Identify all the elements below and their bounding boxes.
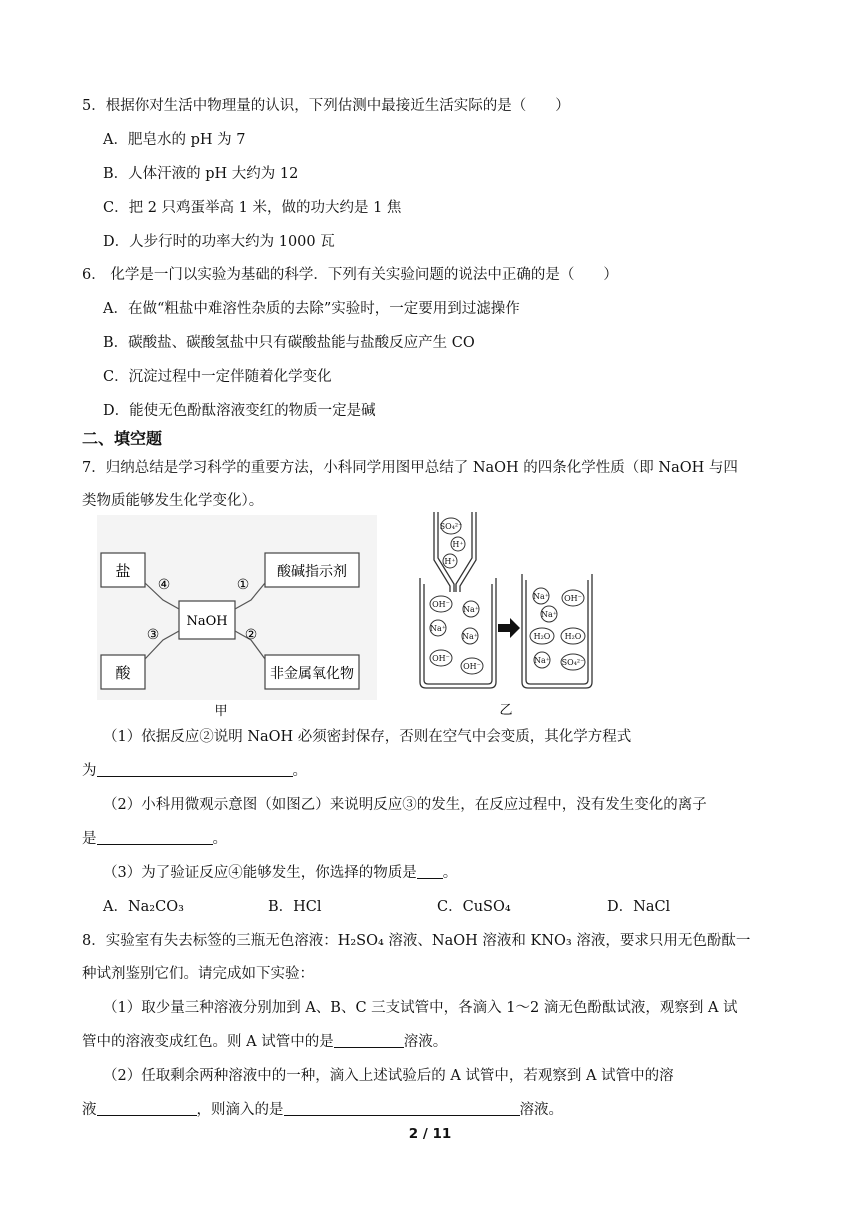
q7-part1-prefix: 为 [82,763,97,779]
q7-part1-end: 。 [292,763,307,779]
q6-option-a: A．在做“粗盐中难溶性杂质的去除”实验时，一定要用到过滤操作 [103,301,520,317]
q7-stem-line1: 7．归纳总结是学习科学的重要方法，小科同学用图甲总结了 NaOH 的四条化学性质（即 NaOH 与四 [82,460,738,476]
q7-part2-line1: （2）小科用微观示意图（如图乙）来说明反应③的发生，在反应过程中，没有发生变化的离子 [103,797,707,813]
q7-part2-line2 [82,827,227,848]
ion-na-right-1: Na⁺ [533,592,549,601]
q7-stem-line2: 类物质能够发生化学变化）。 [82,493,264,509]
num-3: ③ [146,627,160,643]
molecule-h2o-2: H₂O [564,632,582,641]
ion-na-right-2: Na⁺ [541,610,557,619]
ion-na-right-3: Na⁺ [534,656,550,665]
caption-jia: 甲 [214,704,228,719]
molecule-h2o-1: H₂O [533,632,551,641]
q5-option-c: C．把 2 只鸡蛋举高 1 米，做的功大约是 1 焦 [103,200,402,216]
section-title: 二、填空题 [82,429,163,448]
q8-part2-end: 溶液。 [519,1102,563,1118]
ion-oh-left-1: OH⁻ [432,600,450,609]
q7-part1-line2 [82,759,307,780]
ion-so4-right: SO₄²⁻ [561,658,585,667]
q7-choice-b: B．HCl [268,899,322,915]
q7-part3 [103,861,457,882]
q6-stem: 6． 化学是一门以实验为基础的科学．下列有关实验问题的说法中正确的是（ ） [82,267,618,283]
q6-option-c: C．沉淀过程中一定伴随着化学变化 [103,369,332,385]
naoh-label: NaOH [186,614,228,629]
q7-part1-answer-blank[interactable] [97,762,293,777]
ion-oh-right: OH⁻ [564,594,582,603]
q7-part2-prefix: 是 [82,831,97,847]
q8-part2-blank-solution[interactable] [284,1101,520,1116]
q8-part2-mid: ，则滴入的是 [196,1102,284,1118]
oxide-label: 非金属氧化物 [270,666,354,682]
caption-yi: 乙 [499,703,513,718]
num-1: ① [236,577,250,593]
ion-oh-left-2: OH⁻ [432,654,450,663]
q7-choice-a: A．Na₂CO₃ [103,899,184,915]
q5-option-d: D．人步行时的功率大约为 1000 瓦 [103,234,335,250]
num-2: ② [244,627,258,643]
indicator-label: 酸碱指示剂 [277,564,347,580]
q5-option-b: B．人体汗液的 pH 大约为 12 [103,166,299,182]
q8-part2-line1: （2）任取剩余两种溶液中的一种，滴入上述试验后的 A 试管中，若观察到 A 试管中的溶 [103,1068,674,1084]
q8-stem-line2: 种试剂鉴别它们。请完成如下实验： [82,966,314,982]
ion-na-left-3: Na⁺ [462,632,478,641]
salt-label: 盐 [115,562,131,580]
q8-part2-line2 [82,1098,563,1119]
q8-part1-line2 [82,1030,447,1051]
figure-jia [97,515,377,720]
page-number: 2 / 11 [408,1126,452,1142]
q8-part1-prefix: 管中的溶液变成红色。则 A 试管中的是 [82,1034,334,1050]
q7-part1-line1: （1）依据反应②说明 NaOH 必须密封保存，否则在空气中会变质，其化学方程式 [103,729,632,745]
q8-part1-answer-blank[interactable] [334,1033,404,1048]
q7-choice-c: C．CuSO₄ [437,899,511,915]
ion-oh-left-3: OH⁻ [463,662,481,671]
ion-na-left-2: Na⁺ [430,624,446,633]
q6-option-b: B．碳酸盐、碳酸氢盐中只有碳酸盐能与盐酸反应产生 CO [103,335,475,351]
reaction-arrow [498,618,520,638]
q7-part2-answer-blank[interactable] [97,830,213,845]
q5-option-a: A．肥皂水的 pH 为 7 [103,132,246,148]
acid-label: 酸 [115,664,131,682]
num-4: ④ [157,577,171,593]
q7-part3-answer-blank[interactable] [417,864,443,879]
q8-part1-line1: （1）取少量三种溶液分别加到 A、B、C 三支试管中，各滴入 1～2 滴无色酚酞试液，观察到 A 试 [103,1000,738,1016]
ion-so4-drop: SO₄²⁻ [439,522,463,531]
q7-part3-text: （3）为了验证反应④能够发生，你选择的物质是 [103,865,417,881]
figure-yi [414,512,598,720]
ion-h-drop-2: H⁺ [444,557,456,566]
ion-na-left-1: Na⁺ [463,605,479,614]
q8-part1-end: 溶液。 [403,1034,448,1050]
q7-choice-d: D．NaCl [607,899,671,915]
ion-h-drop-1: H⁺ [452,540,464,549]
q8-part2-blank-observation[interactable] [97,1101,197,1116]
q8-stem-line1: 8．实验室有失去标签的三瓶无色溶液：H₂SO₄ 溶液、NaOH 溶液和 KNO₃ 溶液，要求只用无色酚酞一 [82,933,751,949]
q6-option-d: D．能使无色酚酞溶液变红的物质一定是碱 [103,403,376,419]
q7-part3-end: 。 [442,865,458,881]
q8-part2-prefix: 液 [82,1102,97,1118]
q7-part2-end: 。 [212,831,227,847]
q5-stem: 5．根据你对生活中物理量的认识，下列估测中最接近生活实际的是（ ） [82,98,570,114]
